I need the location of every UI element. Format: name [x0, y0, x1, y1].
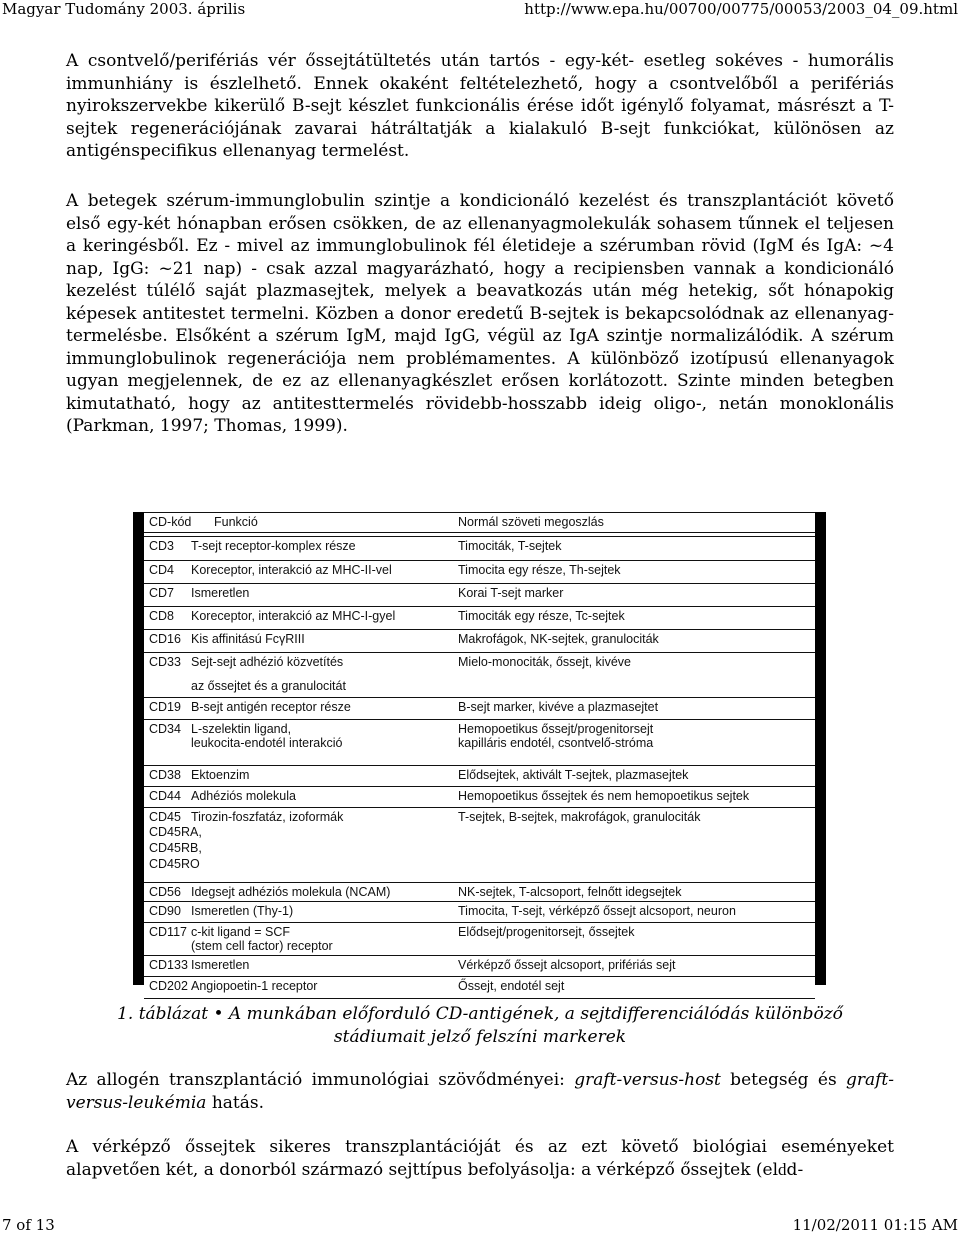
- p3-text-a: Az allogén transzplantáció immunológiai szövődményei:: [66, 1070, 575, 1090]
- table-row: [144, 922, 815, 953]
- cd-distribution: [458, 609, 625, 623]
- table-row: [144, 652, 815, 695]
- table-header-distribution: Normál szöveti megoszlás: [458, 515, 604, 529]
- table-header-row: [144, 512, 815, 533]
- table-header-function: Funkció: [214, 515, 258, 529]
- cd-code: CD4: [149, 563, 175, 577]
- table-row: [144, 901, 815, 923]
- cd-function: [191, 539, 356, 553]
- cd-code: CD45RB,: [149, 841, 202, 855]
- cd-distribution-text: B-sejt marker, kivéve a plazmasejtet: [458, 700, 659, 714]
- table-row: [144, 629, 815, 651]
- header-url: http://www.epa.hu/00700/00775/00053/2003_04_09.html: [524, 0, 958, 18]
- p3-text-c: hatás.: [206, 1092, 265, 1113]
- caption-line-1: 1. táblázat • A munkában előforduló CD-antigének, a sejtdifferenciálódás különböző: [117, 1004, 843, 1024]
- cd-function-text: c-kit ligand = SCF: [191, 925, 290, 939]
- table-header-cd: CD-kód: [149, 515, 192, 529]
- cd-function: [191, 655, 346, 693]
- cd-function-text: L-szelektin ligand,: [191, 722, 292, 736]
- cd-code: CD7: [149, 586, 175, 600]
- cd-function-text: Kis affinitású FcγRIII: [191, 632, 305, 646]
- cd-code: CD33: [149, 655, 181, 669]
- table-row: [144, 560, 815, 582]
- cd-function: [191, 904, 293, 918]
- cd-code: CD19: [149, 700, 181, 714]
- cd-code: CD90: [149, 904, 181, 918]
- cd-function-text: B-sejt antigén receptor része: [191, 700, 351, 714]
- cd-function: [191, 609, 395, 623]
- cd-function: [191, 722, 342, 750]
- cd-code: CD3: [149, 539, 175, 553]
- cd-distribution: [458, 655, 631, 669]
- cd-function-text: Sejt-sejt adhézió közvetítés: [191, 655, 344, 669]
- cd-code: CD56: [149, 885, 181, 899]
- cd-distribution: [458, 810, 700, 824]
- caption-line-2: stádiumait jelző felszíni markerek: [333, 1026, 627, 1047]
- p3-emphasis-gvh: graft-versus-host: [574, 1070, 721, 1090]
- cd-distribution: [458, 925, 634, 939]
- table-caption: [60, 1003, 900, 1048]
- cd-code: CD45RO: [149, 857, 200, 871]
- cd-code: CD117: [149, 925, 187, 939]
- cd-distribution-text: Hemopoetikus őssejtek és nem hemopoetikus sejtek: [458, 789, 750, 803]
- cd-function-text: Koreceptor, interakció az MHC-I-gyel: [191, 609, 396, 623]
- cd-distribution-text: Timocita egy része, Th-sejtek: [458, 563, 621, 577]
- cd-distribution: [458, 539, 562, 553]
- table-row: [144, 765, 815, 787]
- cd-function-text: Tirozin-foszfatáz, izoformák: [191, 810, 344, 824]
- table-row: [144, 855, 815, 871]
- cd-code: CD133: [149, 958, 188, 972]
- cd-function-text-cont: az őssejtet és a granulocitát: [191, 679, 346, 693]
- table-row: [144, 536, 815, 558]
- cd-function: [191, 810, 343, 824]
- cd-function-text: Ektoenzim: [191, 768, 250, 782]
- cd-code: CD16: [149, 632, 181, 646]
- paragraph-1: A csontvelő/perifériás vér őssejtátültetés után tartós - egy-két- esetleg sokéves - humorális immunhiány is észlelhető. Ennek okaként feltételezhető, hogy a csontvelőből a perifériás nyirokszervekbe kikerülő B-sejt készlet funkcionális érése időt igénylő folyamat, másrészt a T-sejtek regenerációjának zavarai hátráltatják a kialakuló B-sejt funkciókat, különösen az antigénspecifikus ellenanyag termelést.: [66, 51, 894, 161]
- cd-function-text: T-sejt receptor-komplex része: [191, 539, 356, 553]
- cd-distribution-text: T-sejtek, B-sejtek, makrofágok, granulociták: [458, 810, 701, 824]
- cd-function: [191, 925, 333, 953]
- cd-function-text: Angiopoetin-1 receptor: [191, 979, 318, 993]
- cd-function-text: Ismeretlen: [191, 586, 250, 600]
- cd-distribution: [458, 632, 659, 646]
- cd-distribution-text: Hemopoetikus őssejt/progenitorsejt: [458, 722, 654, 736]
- cd-function-text: Idegsejt adhéziós molekula (NCAM): [191, 885, 391, 899]
- p3-text-b: betegség és: [720, 1070, 846, 1090]
- cd-distribution: [458, 958, 675, 972]
- cd-distribution-text: Őssejt, endotél sejt: [458, 979, 565, 993]
- table-row: [144, 697, 815, 719]
- cd-distribution-text: Vérképző őssejt alcsoport, prifériás sejt: [458, 958, 676, 972]
- cd-function: [191, 700, 351, 714]
- cd-function: [191, 885, 390, 899]
- cd-distribution: [458, 979, 564, 993]
- print-timestamp: 11/02/2011 01:15 AM: [792, 1216, 958, 1234]
- cd-code: CD45RA,: [149, 825, 202, 839]
- cd-function-text: Ismeretlen (Thy-1): [191, 904, 294, 918]
- table-row: [144, 823, 815, 839]
- cd-distribution-text: Korai T-sejt marker: [458, 586, 564, 600]
- cd-function: [191, 563, 392, 577]
- cd-distribution: [458, 722, 653, 750]
- cd-distribution-text-cont: kapilláris endotél, csontvelő-stróma: [458, 736, 654, 750]
- cd-distribution-text: Elődsejt/progenitorsejt, őssejtek: [458, 925, 635, 939]
- paragraph-3: [66, 1069, 894, 1114]
- cd-distribution: [458, 885, 682, 899]
- cd-function: [191, 768, 249, 782]
- cd-function-text: Ismeretlen: [191, 958, 250, 972]
- header-title: Magyar Tudomány 2003. április: [2, 0, 246, 18]
- cd-distribution: [458, 700, 658, 714]
- p3-emphasis-gvl: graft-versus-leukémia: [66, 1070, 894, 1113]
- cd-function-text-cont: (stem cell factor) receptor: [191, 939, 333, 953]
- cd-function-text-cont: leukocita-endotél interakció: [191, 736, 343, 750]
- paragraph-4: A vérképző őssejtek sikeres transzplantációját és az ezt követő biológiai eseményeket alapvetően két, a donorból származó sejttípus befolyásolja: a vérképző őssejtek (elԁd-: [66, 1137, 894, 1180]
- page-number: 7 of 13: [2, 1216, 55, 1234]
- cd-distribution-text: Elődsejtek, aktivált T-sejtek, plazmasejtek: [458, 768, 689, 782]
- cd-distribution-text: NK-sejtek, T-alcsoport, felnőtt idegsejtek: [458, 885, 682, 899]
- table-row: [144, 955, 815, 977]
- cd-function: [191, 789, 296, 803]
- cd-code: CD8: [149, 609, 175, 623]
- cd-distribution-text: Mielo-monociták, őssejt, kivéve: [458, 655, 631, 669]
- table-row: [144, 839, 815, 855]
- table-row: [144, 719, 815, 762]
- cd-distribution: [458, 904, 736, 918]
- cd-code: CD34: [149, 722, 181, 736]
- cd-code: CD45: [149, 810, 181, 824]
- cd-antigen-table: [133, 512, 826, 993]
- paragraph-2: A betegek szérum-immunglobulin szintje a kondicionáló kezelést és transzplantációt követő első egy-két hónapban erősen csökken, de az ellenanyagmolekulák sohasem tűnnek el teljesen a keringésből. Ez - mivel az immunglobulinok fél életideje a szérumban rövid (IgM és IgA: ~4 nap, IgG: ~21 nap) - csak azzal magyarázható, hogy a recipiensben vannak a kondicionáló kezelést túlélő saját plazmasejtek, melyek a beavatkozás után még hetekig, sőt hónapokig képesek antitestet termelni. Közben a donor eredetű B-sejtek is bekapcsolódnak az ellenanyag-termelésbe. Elsőként a szérum IgM, majd IgG, végül az IgA szintje normalizálódik. A szérum immunglobulinok regenerációja nem problémamentes. A különböző izotípusú ellenanyagok ugyan megjelennek, de ez az ellenanyagkészlet erősen korlátozott. Szinte minden betegben kimutatható, hogy az antitesttermelés rövidebb-hosszabb ideig oligo-, netán monoklonális (Parkman, 1997; Thomas, 1999).: [66, 191, 894, 436]
- cd-code: CD44: [149, 789, 181, 803]
- table-row: [144, 786, 815, 808]
- cd-distribution-text: Timociták egy része, Tc-sejtek: [458, 609, 625, 623]
- cd-distribution-text: Timocita, T-sejt, vérképző őssejt alcsoport, neuron: [458, 904, 736, 918]
- cd-code: CD38: [149, 768, 181, 782]
- table-row: [144, 583, 815, 605]
- page-footer: [0, 1216, 960, 1236]
- cd-function: [191, 979, 317, 993]
- cd-function: [191, 586, 249, 600]
- cd-distribution: [458, 768, 688, 782]
- cd-distribution: [458, 789, 749, 803]
- page-header: [0, 0, 960, 20]
- cd-distribution: [458, 563, 621, 577]
- cd-function: [191, 958, 249, 972]
- cd-distribution: [458, 586, 563, 600]
- table-row: [144, 976, 815, 999]
- cd-distribution-text: Timociták, T-sejtek: [458, 539, 562, 553]
- cd-function: [191, 632, 305, 646]
- cd-function-text: Koreceptor, interakció az MHC-II-vel: [191, 563, 392, 577]
- cd-distribution-text: Makrofágok, NK-sejtek, granulociták: [458, 632, 659, 646]
- table-row: [144, 606, 815, 628]
- cd-function-text: Adhéziós molekula: [191, 789, 296, 803]
- cd-code: CD202: [149, 979, 188, 993]
